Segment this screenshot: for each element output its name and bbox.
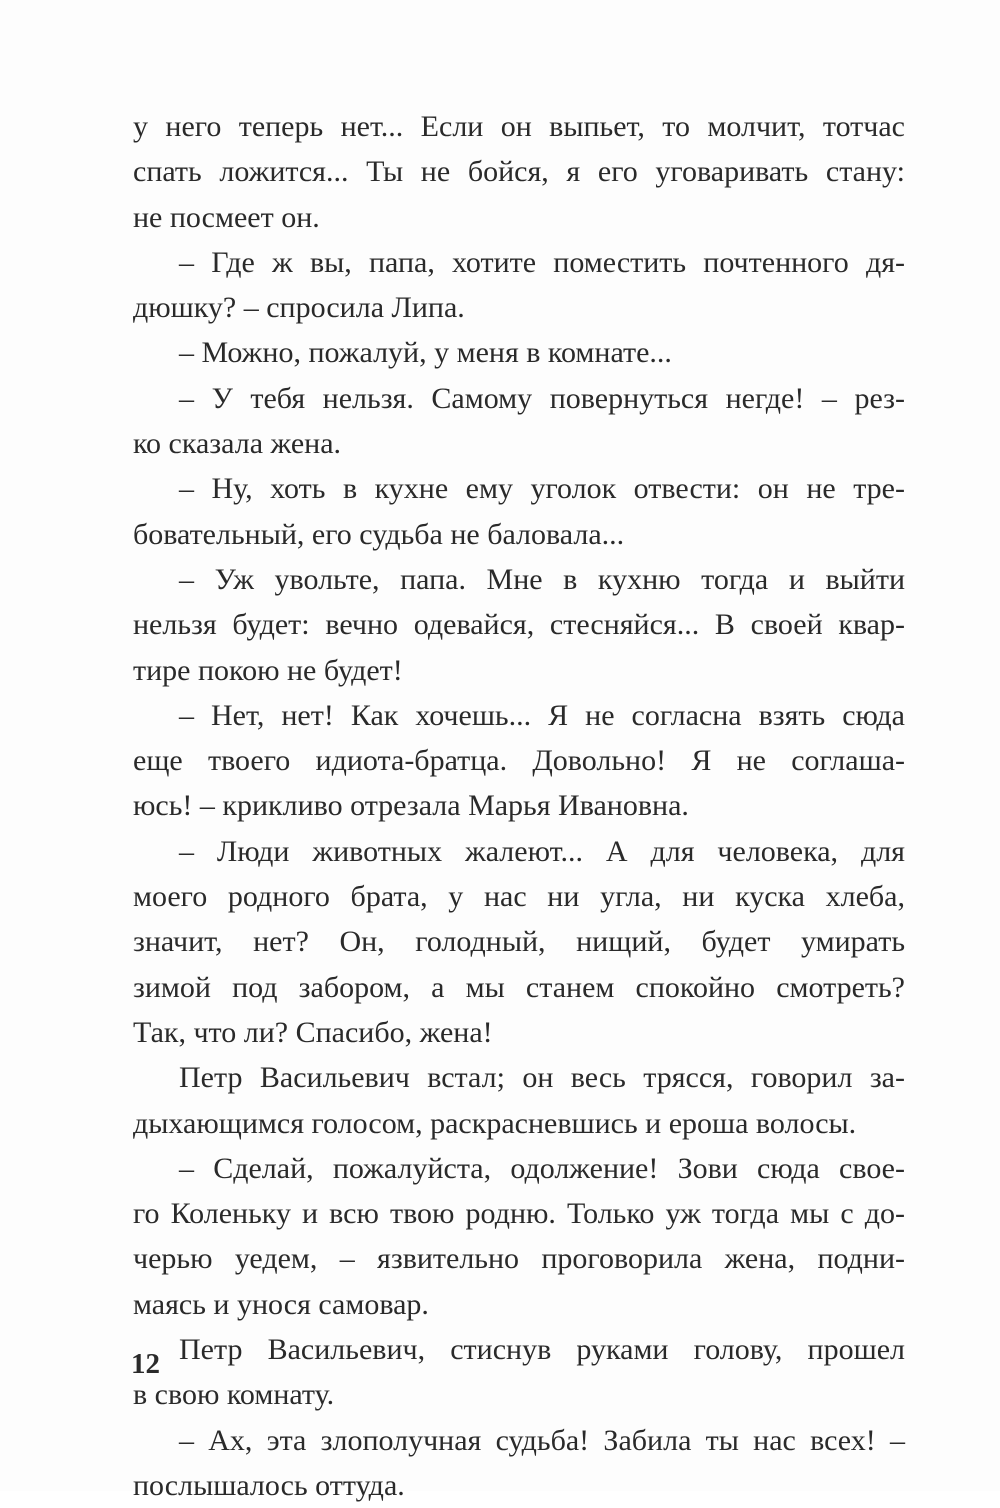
text-line: Петр Васильевич, стиснув руками голову, прошел — [179, 1333, 905, 1367]
text-line: зимой под забором, а мы станем спокойно смотреть? — [133, 970, 905, 1004]
text-line: – Где ж вы, папа, хотите поместить почтенного дя- — [179, 245, 905, 279]
text-line: дыхающимся голосом, раскрасневшись и ероша волосы. — [133, 1106, 857, 1140]
text-line: бовательный, его судьба не баловала... — [133, 517, 625, 551]
text-line: не посмеет он. — [133, 200, 320, 234]
text-line: – Можно, пожалуй, у меня в комнате... — [179, 336, 672, 370]
text-line: – Ну, хоть в кухне ему уголок отвести: он не тре- — [179, 472, 905, 506]
text-line: Так, что ли? Спасибо, жена! — [133, 1015, 493, 1049]
text-line: – Уж увольте, папа. Мне в кухню тогда и выйти — [179, 562, 905, 596]
text-line: черью уедем, – язвительно проговорила жена, подни- — [133, 1242, 905, 1276]
text-line: нельзя будет: вечно одевайся, стесняйся... В своей квар- — [133, 608, 905, 642]
text-line: у него теперь нет... Если он выпьет, то молчит, тотчас — [133, 110, 905, 143]
text-line: ко сказала жена. — [133, 427, 342, 461]
text-line: – Сделай, пожалуйста, одолжение! Зови сюда свое- — [179, 1151, 905, 1185]
text-line: – У тебя нельзя. Самому повернуться негде! – рез- — [179, 381, 905, 415]
text-line: послышалось оттуда. — [133, 1468, 405, 1502]
text-line: моего родного брата, у нас ни угла, ни куска хлеба, — [133, 880, 905, 914]
text-line: значит, нет? Он, голодный, нищий, будет умирать — [133, 925, 905, 959]
text-line: го Коленьку и всю твою родню. Только уж тогда мы с до- — [133, 1197, 905, 1231]
text-line: Петр Васильевич встал; он весь трясся, говорил за- — [179, 1061, 905, 1095]
text-line: – Люди животных жалеют... А для человека, для — [179, 834, 905, 868]
text-line: – Нет, нет! Как хочешь... Я не согласна взять сюда — [179, 698, 905, 732]
text-line: маясь и унося самовар. — [133, 1287, 429, 1321]
text-line: дюшку? – спросила Липа. — [133, 291, 465, 325]
text-line: еще твоего идиота-братца. Довольно! Я не соглаша- — [133, 744, 905, 778]
text-line: в свою комнату. — [133, 1378, 335, 1412]
body-text — [133, 104, 905, 1508]
text-line: тире покою не будет! — [133, 653, 403, 687]
page-number: 12 — [131, 1348, 160, 1380]
text-line: спать ложится... Ты не бойся, я его уговаривать стану: — [133, 155, 905, 189]
text-line: юсь! – крикливо отрезала Марья Ивановна. — [133, 789, 689, 823]
text-line: – Ах, эта злополучная судьба! Забила ты нас всех! – — [179, 1423, 905, 1457]
